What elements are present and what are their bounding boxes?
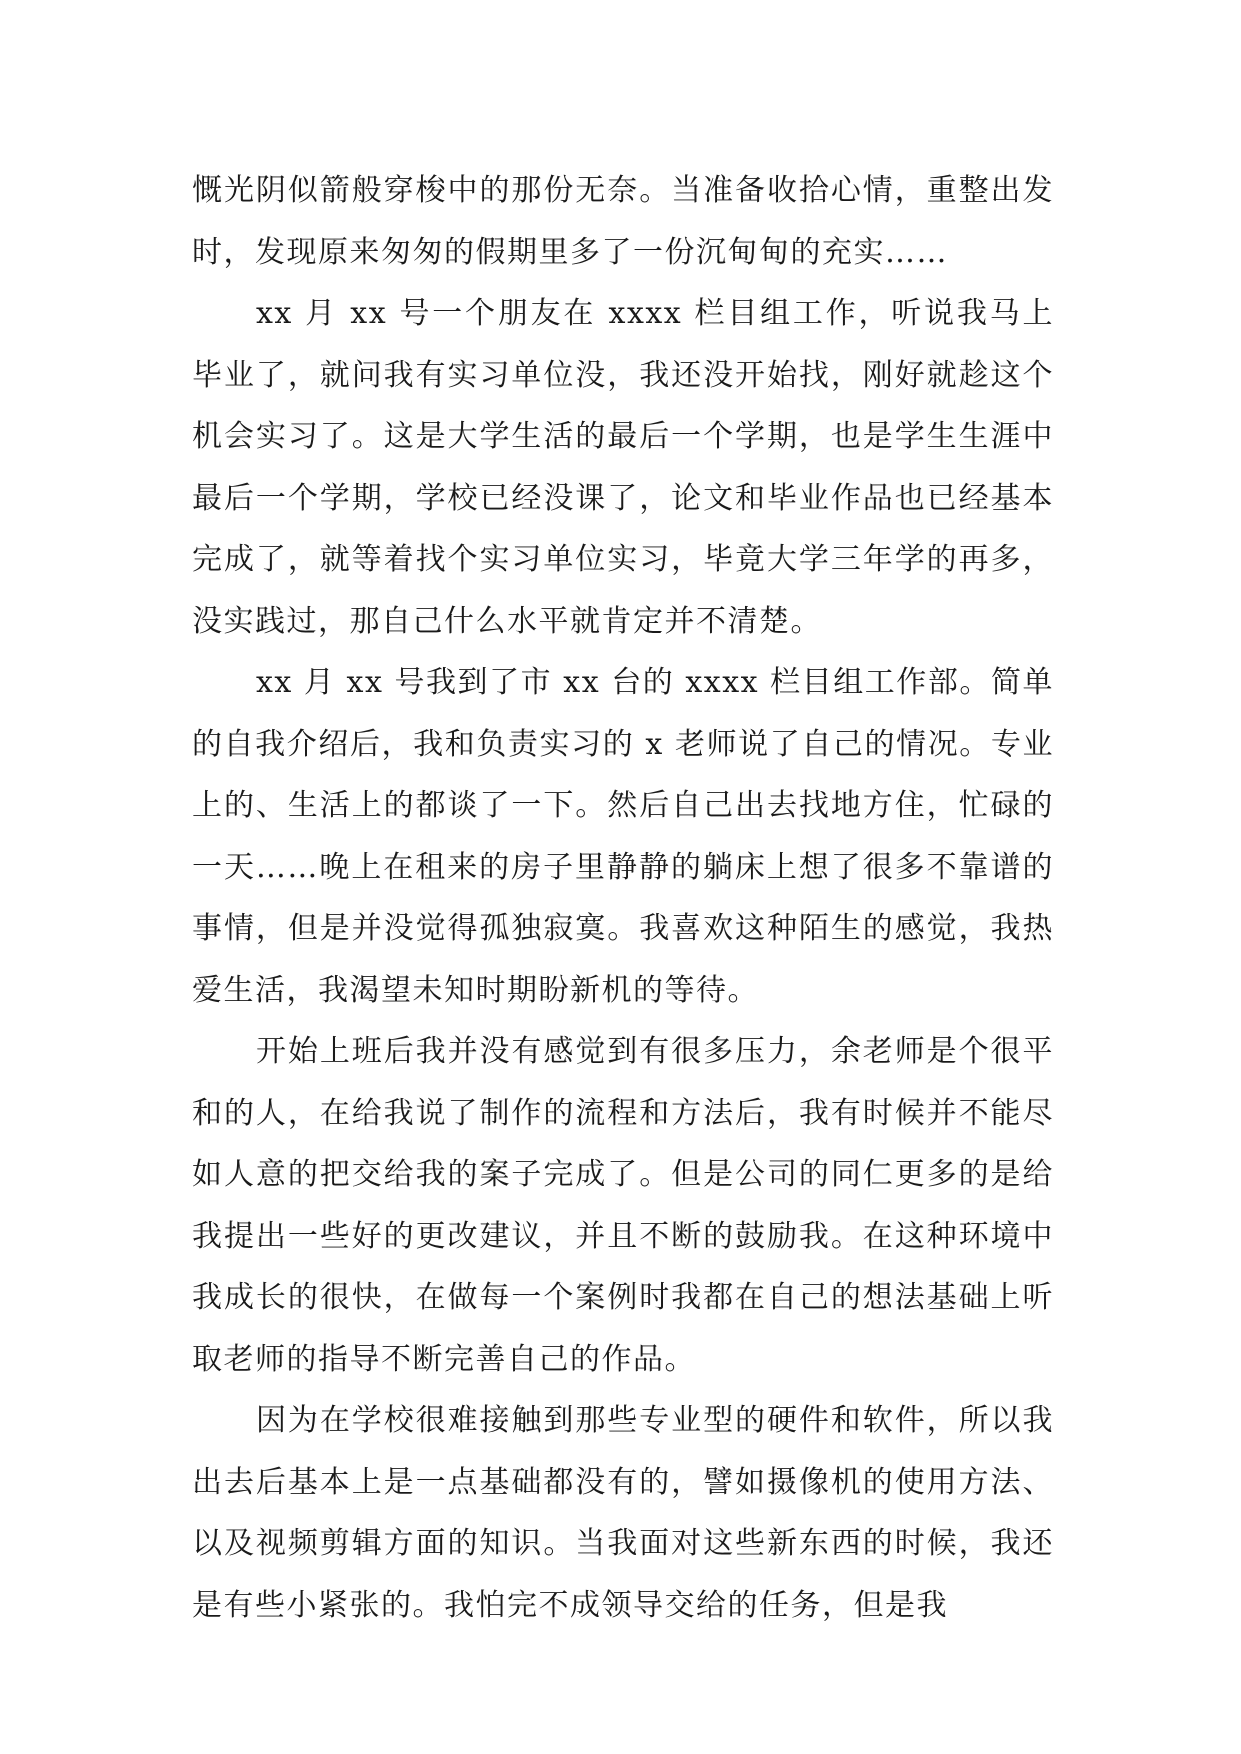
paragraph-3: xx 月 xx 号我到了市 xx 台的 xxxx 栏目组工作部。简单的自我介绍后，我和负责实习的 x 老师说了自己的情况。专业上的、生活上的都谈了一下。然后自己出去找地方住，忙碌的一天……晚上在租来的房子里静静的躺床上想了很多不靠谱的事情，但是并没觉得孤独寂寞。我喜欢这种陌生的感觉，我热爱生活，我渴望未知时期盼新机的等待。 xyxy=(192,665,1054,1008)
document-body xyxy=(192,160,1054,1636)
paragraph-4: 开始上班后我并没有感觉到有很多压力，余老师是个很平和的人，在给我说了制作的流程和方法后，我有时候并不能尽如人意的把交给我的案子完成了。但是公司的同仁更多的是给我提出一些好的更改建议，并且不断的鼓励我。在这种环境中我成长的很快，在做每一个案例时我都在自己的想法基础上听取老师的指导不断完善自己的作品。 xyxy=(192,1034,1054,1377)
paragraph-2: xx 月 xx 号一个朋友在 xxxx 栏目组工作，听说我马上毕业了，就问我有实习单位没，我还没开始找，刚好就趁这个机会实习了。这是大学生活的最后一个学期，也是学生生涯中最后一个学期，学校已经没课了，论文和毕业作品也已经基本完成了，就等着找个实习单位实习，毕竟大学三年学的再多，没实践过，那自己什么水平就肯定并不清楚。 xyxy=(192,296,1054,639)
paragraph-5: 因为在学校很难接触到那些专业型的硬件和软件，所以我出去后基本上是一点基础都没有的，譬如摄像机的使用方法、以及视频剪辑方面的知识。当我面对这些新东西的时候，我还是有些小紧张的。我怕完不成领导交给的任务，但是我 xyxy=(192,1403,1054,1623)
paragraph-1: 慨光阴似箭般穿梭中的那份无奈。当准备收拾心情，重整出发时，发现原来匆匆的假期里多了一份沉甸甸的充实…… xyxy=(192,173,1054,270)
